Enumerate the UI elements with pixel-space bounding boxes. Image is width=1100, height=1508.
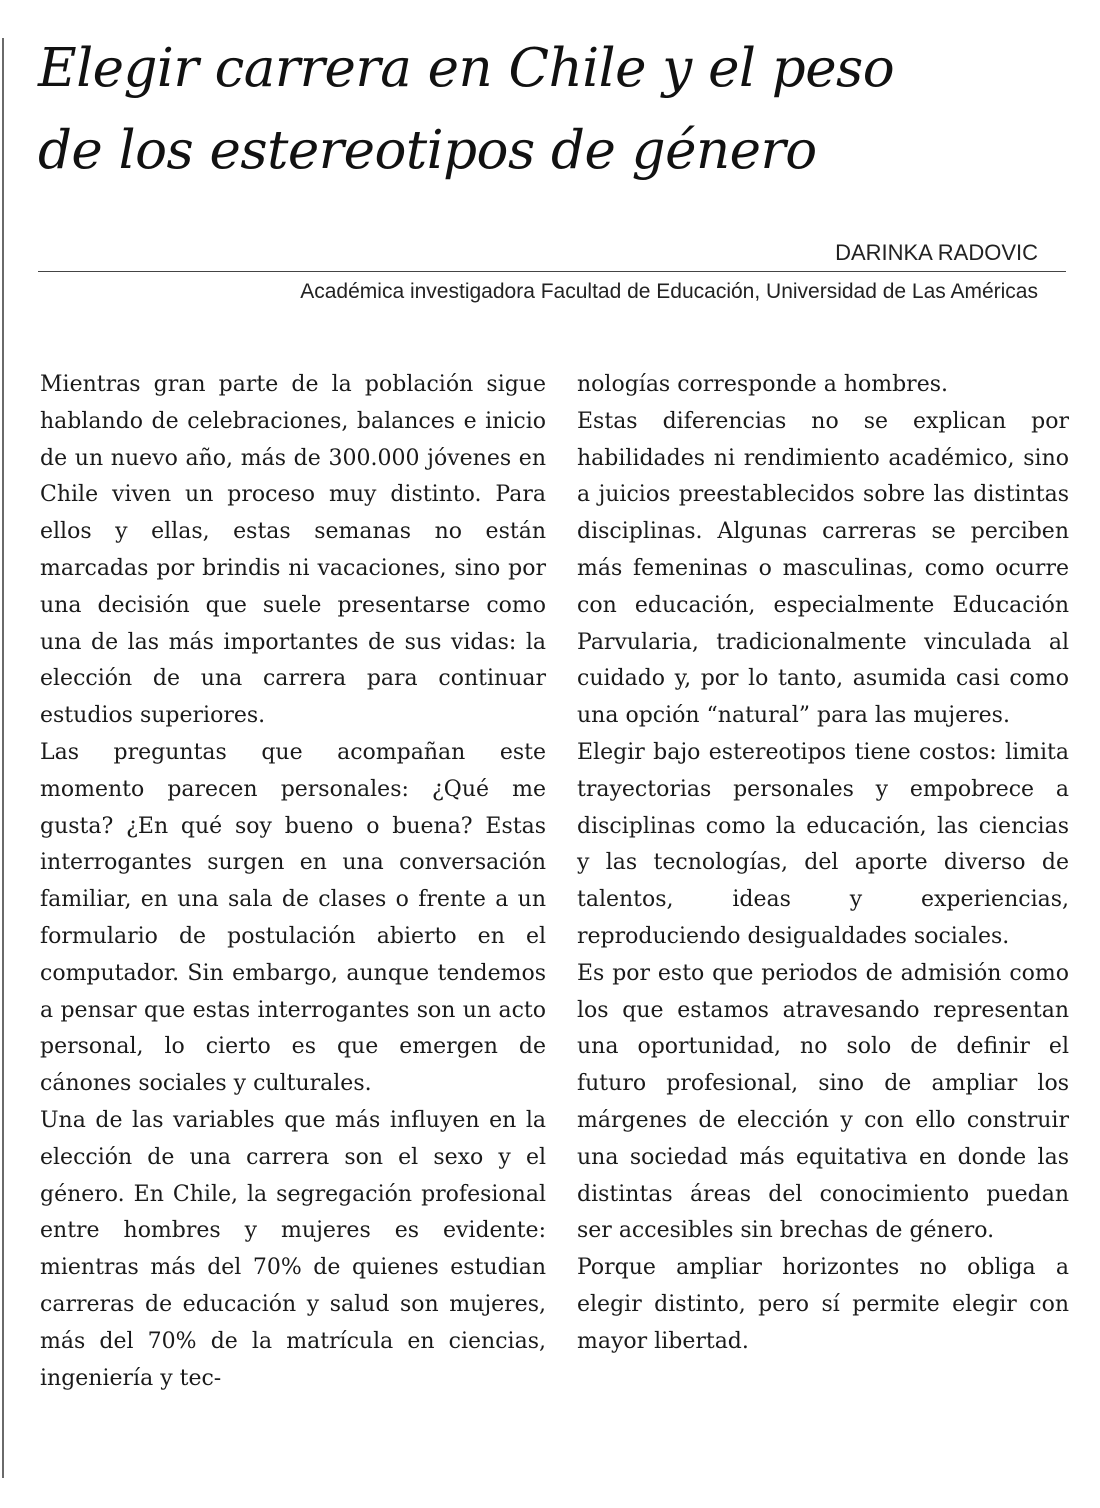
- paragraph: Estas diferencias no se explican por habilidades ni rendimiento académico, sino a juicios preestablecidos sobre las distintas disciplinas. Algunas carreras se perciben más femeninas o masculinas, como ocurre con educación, especialmente Educación Parvularia, tradicionalmente vinculada al cuidado y, por lo tanto, asumida casi como una opción “natural” para las mujeres.: [577, 408, 1069, 729]
- paragraph: Mientras gran parte de la población sigue hablando de celebraciones, balances e inicio de un nuevo año, más de 300.000 jóvenes en Chile viven un proceso muy distinto. Para ellos y ellas, estas semanas no están marcadas por brindis ni vacaciones, sino por una decisión que suele presentarse como una de las más importantes de sus vidas: la elección de una carrera para continuar estudios superiores.: [40, 372, 546, 729]
- article-title: [38, 28, 1078, 192]
- body-column-right: [577, 367, 1069, 1361]
- paragraph: Es por esto que periodos de admisión como los que estamos atravesando representan una oportunidad, no solo de definir el futuro profesional, sino de ampliar los márgenes de elección y con ello construir una sociedad más equitativa en donde las distintas áreas del conocimiento puedan ser accesibles sin brechas de género.: [577, 960, 1069, 1244]
- paragraph: Las preguntas que acompañan este momento parecen personales: ¿Qué me gusta? ¿En qué soy bueno o buena? Estas interrogantes surgen en una conversación familiar, en una sala de clases o frente a un formulario de postulación abierto en el computador. Sin embargo, aunque tendemos a pensar que estas interrogantes son un acto personal, lo cierto es que emergen de cánones sociales y culturales.: [40, 739, 546, 1097]
- paragraph: nologías corresponde a hombres.: [577, 372, 949, 397]
- paragraph: Porque ampliar horizontes no obliga a elegir distinto, pero sí permite elegir con mayor libertad.: [577, 1255, 1069, 1354]
- left-margin-rule: [2, 38, 4, 1478]
- byline-divider: [38, 271, 1066, 272]
- author-affiliation: Académica investigadora Facultad de Educación, Universidad de Las Américas: [300, 280, 1038, 303]
- author-name: DARINKA RADOVIC: [835, 240, 1038, 265]
- title-line-1: Elegir carrera en Chile y el peso: [38, 38, 895, 99]
- body-column-left: [40, 367, 546, 1397]
- paragraph: Elegir bajo estereotipos tiene costos: limita trayectorias personales y empobrece a disciplinas como la educación, las ciencias y las tecnologías, del aporte diverso de talentos, ideas y experiencias, reproduciendo desigualdades sociales.: [577, 739, 1069, 949]
- title-line-2: de los estereotipos de género: [38, 120, 817, 181]
- paragraph: Una de las variables que más influyen en la elección de una carrera son el sexo y el género. En Chile, la segregación profesional entre hombres y mujeres es evidente: mientras más del 70% de quienes estudian carreras de educación y salud son mujeres, más del 70% de la matrícula en ciencias, ingeniería y tec-: [40, 1107, 546, 1391]
